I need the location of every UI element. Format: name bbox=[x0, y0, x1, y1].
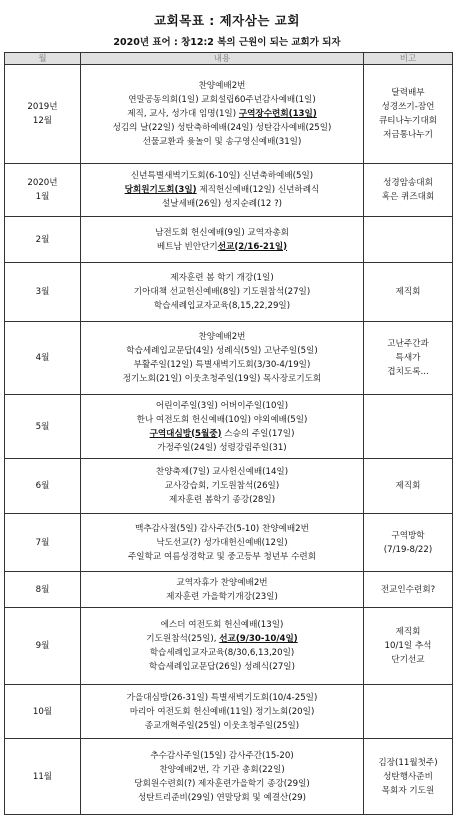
event-text: 마리아 여전도회 헌신예배(11일) 정기노회(20일) bbox=[129, 706, 315, 717]
event-line bbox=[83, 590, 361, 604]
note-line: 전교인수련회? bbox=[380, 584, 436, 595]
content-cell bbox=[81, 608, 364, 685]
note-cell bbox=[364, 164, 453, 217]
month-label: 2019년 bbox=[27, 102, 58, 112]
note-cell bbox=[364, 65, 453, 164]
event-line bbox=[83, 441, 361, 455]
note-line: (7/19-8/22) bbox=[383, 544, 433, 555]
table-row bbox=[5, 459, 453, 514]
content-cell bbox=[81, 263, 364, 322]
event-text: 신년특별새벽기도회(6-10일) 신년축하예배(5일) bbox=[130, 171, 314, 181]
event-line bbox=[83, 632, 361, 646]
month-cell bbox=[5, 395, 81, 459]
note-line: 성경암송대회 bbox=[383, 178, 433, 188]
note-cell bbox=[364, 739, 453, 815]
event-line bbox=[83, 576, 361, 590]
event-line bbox=[83, 271, 361, 285]
note-line: 목회자 기도원 bbox=[381, 785, 435, 796]
page-title: 교회목표 : 제자삼는 교회 bbox=[154, 13, 300, 28]
event-text: 학습세례입교자교육(8/30,6,13,20일) bbox=[149, 648, 295, 658]
event-line bbox=[83, 372, 361, 386]
event-line bbox=[83, 660, 361, 674]
month-cell bbox=[5, 459, 81, 514]
table-row bbox=[5, 164, 453, 217]
note-line: 제직회 bbox=[395, 627, 421, 637]
note-cell bbox=[364, 217, 453, 263]
table-header-row bbox=[5, 53, 453, 65]
content-cell bbox=[81, 685, 364, 739]
note-cell bbox=[364, 322, 453, 395]
event-line bbox=[83, 183, 361, 197]
table-row bbox=[5, 572, 453, 608]
event-line bbox=[83, 777, 361, 791]
event-line bbox=[83, 299, 361, 313]
schedule-body bbox=[5, 65, 453, 815]
event-text: 찬양예배2번 bbox=[198, 332, 246, 342]
content-cell bbox=[81, 217, 364, 263]
table-row bbox=[5, 395, 453, 459]
note-line: 제직회 bbox=[395, 287, 421, 297]
note-cell bbox=[364, 263, 453, 322]
table-row bbox=[5, 65, 453, 164]
event-text: 부활주일(12일) 특별새벽기도회(3/30-4/19일) bbox=[133, 360, 311, 370]
month-label: 1월 bbox=[35, 192, 50, 202]
content-cell bbox=[81, 322, 364, 395]
content-cell bbox=[81, 164, 364, 217]
event-text: 찬양예배2번, 각 기관 총회(22일) bbox=[159, 764, 285, 775]
event-text: 찬양예배2번 bbox=[198, 81, 246, 91]
table-row bbox=[5, 217, 453, 263]
event-text: 어린이주일(3일) 어버이주일(10일) bbox=[155, 400, 289, 411]
event-text: 교사강습회, 기도원참석(26일) bbox=[164, 481, 280, 491]
event-line bbox=[83, 691, 361, 705]
note-line: 10/1일 추석 bbox=[384, 641, 432, 651]
event-line bbox=[83, 399, 361, 413]
note-line: 구역방학 bbox=[391, 530, 425, 541]
content-cell bbox=[81, 514, 364, 572]
month-label: 6월 bbox=[35, 481, 50, 491]
event-text: 가정주일(24일) 성령강림주일(31) bbox=[157, 442, 287, 453]
event-text: 제직헌신예배(12일) 신년하례식 bbox=[196, 185, 320, 195]
table-row bbox=[5, 514, 453, 572]
event-text: 기아대책 선교헌신예배(8일) 기도원참석(27일) bbox=[133, 287, 311, 297]
note-line: 단기선교 bbox=[391, 655, 425, 665]
event-text: 제자훈련 가을학기개강(23일) bbox=[166, 591, 278, 602]
month-label: 5월 bbox=[35, 421, 50, 432]
event-text: 제직, 교사, 성가대 임명(1일) bbox=[127, 109, 239, 119]
note-cell bbox=[364, 685, 453, 739]
month-label: 2020년 bbox=[27, 178, 58, 188]
event-line bbox=[83, 226, 361, 240]
note-line: 달력배부 bbox=[391, 88, 425, 98]
table-row bbox=[5, 685, 453, 739]
event-text: 연말공동의회(1일) 교회설립60주년감사예배(1일) bbox=[128, 95, 316, 105]
event-text: 제자훈련 봄 학기 개강(1일) bbox=[170, 273, 274, 283]
event-text: 성김의 날(22일) 성탄축하예배(24일) 성탄감사예배(25일) bbox=[112, 123, 332, 133]
event-line bbox=[83, 763, 361, 777]
event-line bbox=[83, 719, 361, 733]
event-line bbox=[83, 536, 361, 550]
header-note: 비고 bbox=[364, 53, 453, 65]
event-text: 에스더 여전도회 헌신예배(13일) bbox=[160, 620, 284, 630]
event-text: 정기노회(21일) 이웃초청주일(19일) 목사장로기도회 bbox=[122, 374, 322, 384]
month-label: 7월 bbox=[35, 537, 50, 548]
event-line bbox=[83, 358, 361, 372]
event-line bbox=[83, 107, 361, 121]
content-cell bbox=[81, 395, 364, 459]
event-line bbox=[83, 197, 361, 211]
month-cell bbox=[5, 739, 81, 815]
event-text: 주일학교 여름성경학교 및 중고등부 청년부 수련회 bbox=[128, 551, 316, 562]
event-line bbox=[83, 121, 361, 135]
note-line: 고난주간과 bbox=[387, 339, 429, 349]
table-row bbox=[5, 608, 453, 685]
event-line bbox=[83, 330, 361, 344]
event-line bbox=[83, 79, 361, 93]
event-text: 맥추감사절(5일) 감사주간(5-10) 찬양예배2번 bbox=[135, 523, 309, 534]
event-text: 가을대심방(26-31일) 특별새벽기도회(10/4-25일) bbox=[126, 692, 318, 703]
month-cell bbox=[5, 65, 81, 164]
note-line: 혹은 퀴즈대회 bbox=[381, 192, 435, 202]
event-line bbox=[83, 522, 361, 536]
event-line bbox=[83, 169, 361, 183]
event-line bbox=[83, 135, 361, 149]
month-label: 10월 bbox=[32, 706, 53, 717]
note-line: 큐티나누기대회 bbox=[378, 116, 438, 126]
highlighted-event: 당회원기도회(3일) bbox=[124, 185, 197, 195]
event-line bbox=[83, 413, 361, 427]
event-line bbox=[83, 550, 361, 564]
event-line bbox=[83, 618, 361, 632]
month-cell bbox=[5, 263, 81, 322]
month-label: 4월 bbox=[35, 353, 50, 363]
event-text: 학습세례입교자교육(8,15,22,29일) bbox=[153, 301, 291, 311]
month-label: 9월 bbox=[35, 641, 50, 651]
event-text: 찬양축제(7일) 교사헌신예배(14일) bbox=[155, 467, 289, 477]
event-line bbox=[83, 749, 361, 763]
content-cell bbox=[81, 739, 364, 815]
event-line bbox=[83, 479, 361, 493]
month-cell bbox=[5, 572, 81, 608]
note-cell bbox=[364, 395, 453, 459]
month-cell bbox=[5, 322, 81, 395]
event-line bbox=[83, 705, 361, 719]
month-cell bbox=[5, 217, 81, 263]
event-line bbox=[83, 427, 361, 441]
note-line: 김장(11월첫주) bbox=[378, 757, 438, 768]
note-line: 제직회 bbox=[395, 481, 421, 491]
month-cell bbox=[5, 514, 81, 572]
content-cell bbox=[81, 65, 364, 164]
note-line: 성경쓰기-잠언 bbox=[381, 102, 435, 112]
event-text: 기도원참석(25일), bbox=[146, 634, 220, 644]
event-text: 성탄트리준비(29일) 연말당회 및 예결산(29) bbox=[137, 792, 306, 803]
event-text: 교역자휴가 찬양예배2번 bbox=[176, 577, 268, 588]
note-cell bbox=[364, 459, 453, 514]
event-text: 종교개혁주일(25일) 이웃초청주일(25일) bbox=[144, 720, 300, 731]
note-cell bbox=[364, 514, 453, 572]
event-line bbox=[83, 791, 361, 805]
event-text: 학습세례입교문답(26일) 성례식(27일) bbox=[149, 662, 295, 672]
event-text: 선물교환과 윷놀이 및 송구영신예배(31일) bbox=[142, 137, 302, 147]
table-row bbox=[5, 322, 453, 395]
month-label: 3월 bbox=[35, 287, 50, 297]
schedule-table bbox=[4, 52, 453, 815]
month-cell bbox=[5, 164, 81, 217]
note-cell bbox=[364, 572, 453, 608]
month-label: 11월 bbox=[32, 771, 53, 782]
event-text: 설날세배(26일) 성지순례(12 ?) bbox=[161, 199, 283, 209]
event-text: 추수감사주일(15일) 감사주간(15-20) bbox=[150, 750, 294, 761]
note-line: 특새가 bbox=[395, 353, 421, 363]
event-line bbox=[83, 93, 361, 107]
highlighted-event: 선교(9/30-10/4일) bbox=[219, 634, 298, 644]
event-text: 학습세례입교문답(4일) 성례식(5일) 고난주일(5일) bbox=[126, 346, 318, 356]
month-label: 2월 bbox=[35, 234, 50, 245]
event-line bbox=[83, 493, 361, 507]
event-text: 한나 여전도회 헌신예배(10일) 야외예배(5일) bbox=[136, 414, 308, 425]
note-line: 성탄행사준비 bbox=[383, 771, 433, 782]
month-cell bbox=[5, 608, 81, 685]
header-content: 내용 bbox=[81, 53, 364, 65]
content-cell bbox=[81, 459, 364, 514]
event-text: 남전도회 헌신예배(9일) 교역자총회 bbox=[155, 227, 289, 238]
event-text: 스승의 주일(17일) bbox=[221, 428, 295, 439]
table-row bbox=[5, 263, 453, 322]
event-line bbox=[83, 344, 361, 358]
table-row bbox=[5, 739, 453, 815]
highlighted-event: 선교(2/16-21일) bbox=[217, 241, 288, 252]
event-text: 낙도선교(?) 성가대헌신예배(12일) bbox=[156, 537, 288, 548]
event-text: 당회원수련회(?) 제자훈련가을학기 종강(29일) bbox=[134, 778, 310, 789]
note-cell bbox=[364, 608, 453, 685]
header-month: 월 bbox=[5, 53, 81, 65]
note-line: 저금통나누기 bbox=[383, 130, 433, 140]
highlighted-event: 구역대심방(5월중) bbox=[149, 428, 222, 439]
month-cell bbox=[5, 685, 81, 739]
note-line: 겹치도록... bbox=[387, 367, 429, 377]
content-cell bbox=[81, 572, 364, 608]
month-label: 8월 bbox=[35, 584, 50, 595]
event-line bbox=[83, 285, 361, 299]
event-line bbox=[83, 646, 361, 660]
event-line bbox=[83, 240, 361, 254]
month-label: 12월 bbox=[32, 116, 53, 126]
page-subtitle: 2020년 표어 : 창12:2 복의 근원이 되는 교회가 되자 bbox=[113, 37, 341, 48]
event-text: 제자훈련 봄학기 종강(28일) bbox=[168, 495, 276, 505]
event-line bbox=[83, 465, 361, 479]
highlighted-event: 구역장수련회(13일) bbox=[238, 109, 317, 119]
event-text: 베트남 빈안단기 bbox=[156, 241, 218, 252]
